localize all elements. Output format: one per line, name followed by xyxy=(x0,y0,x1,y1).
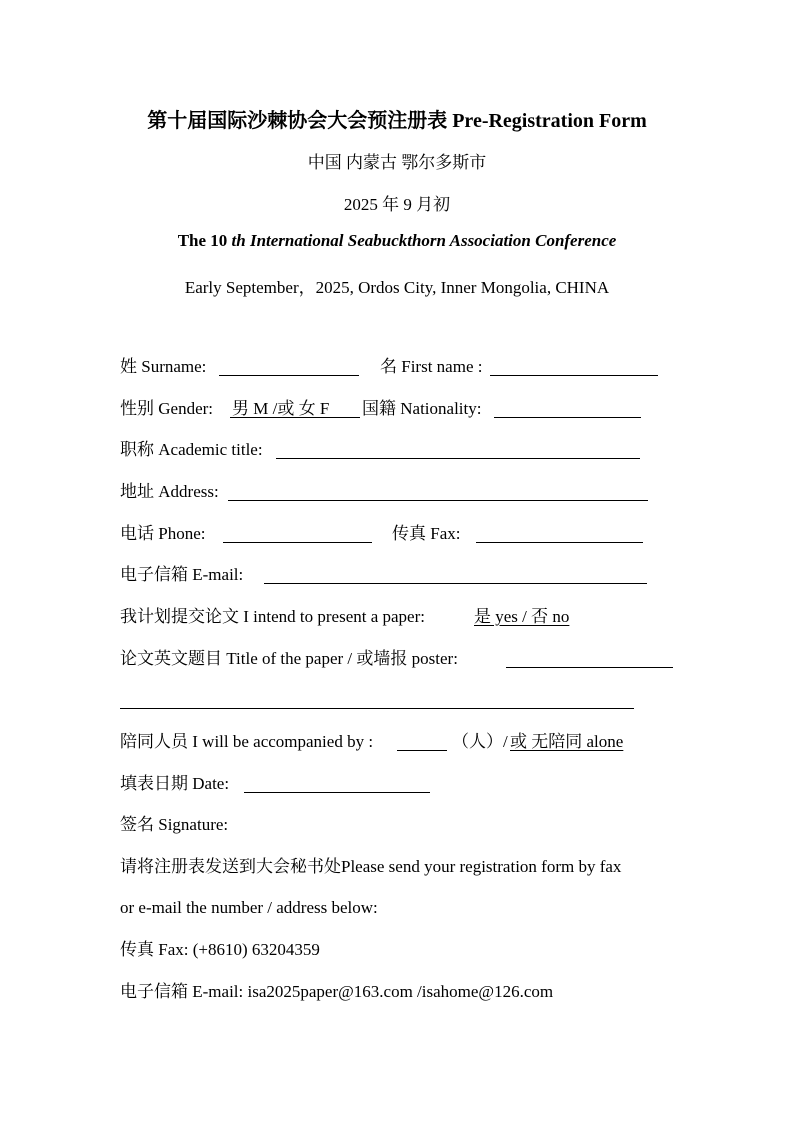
paper-title-field[interactable] xyxy=(506,667,673,668)
surname-field[interactable] xyxy=(219,375,359,376)
paper-label: 我计划提交论文 I intend to present a paper: xyxy=(120,607,425,626)
address-field[interactable] xyxy=(228,500,648,501)
accompanied-unit: （人）/ xyxy=(452,732,508,751)
email-field[interactable] xyxy=(264,583,647,584)
accompanied-alone-option[interactable]: 或 无陪同 alone xyxy=(510,732,624,751)
academic-title-field[interactable] xyxy=(276,458,640,459)
instructions-line-1: 请将注册表发送到大会秘书处Please send your registration form by fax xyxy=(120,857,622,876)
form-title: 第十届国际沙棘协会大会预注册表 Pre-Registration Form xyxy=(147,110,647,132)
firstname-label: 名 First name : xyxy=(380,357,483,376)
instructions-line-2: or e-mail the number / address below: xyxy=(120,898,378,917)
phone-label: 电话 Phone: xyxy=(120,524,206,543)
conference-name xyxy=(0,231,794,251)
phone-field[interactable] xyxy=(223,542,372,543)
paper-options[interactable]: 是 yes / 否 no xyxy=(474,607,570,626)
fax-field[interactable] xyxy=(476,542,643,543)
conference-details: Early September，2025, Ordos City, Inner Mongolia, CHINA xyxy=(184,278,610,297)
accompanied-count-field[interactable] xyxy=(397,750,447,751)
fax-label: 传真 Fax: xyxy=(392,524,461,543)
conference-prefix: The 10 xyxy=(177,231,228,250)
accompanied-label: 陪同人员 I will be accompanied by : xyxy=(120,732,374,751)
contact-email: 电子信箱 E-mail: isa2025paper@163.com /isahome@126.com xyxy=(120,982,554,1001)
gender-options[interactable]: 男 M /或 女 F xyxy=(232,399,330,418)
conference-rest: th International Seabuckthorn Association Conference xyxy=(227,231,617,250)
signature-label: 签名 Signature: xyxy=(120,815,229,834)
nationality-label: 国籍 Nationality: xyxy=(362,399,482,418)
paper-title-label: 论文英文题目 Title of the paper / 或墙报 poster: xyxy=(120,649,458,668)
email-label: 电子信箱 E-mail: xyxy=(120,565,244,584)
academic-title-label: 职称 Academic title: xyxy=(120,440,263,459)
surname-label: 姓 Surname: xyxy=(120,357,207,376)
contact-fax: 传真 Fax: (+8610) 63204359 xyxy=(120,940,320,959)
location-cn: 中国 内蒙古 鄂尔多斯市 xyxy=(307,153,487,172)
gender-underline xyxy=(230,417,360,418)
address-label: 地址 Address: xyxy=(120,482,219,501)
gender-label: 性别 Gender: xyxy=(120,399,214,418)
nationality-field[interactable] xyxy=(494,417,641,418)
paper-title-field-continued[interactable] xyxy=(120,708,634,709)
date-field[interactable] xyxy=(244,792,430,793)
date-label: 填表日期 Date: xyxy=(120,774,230,793)
date-cn: 2025 年 9 月初 xyxy=(343,195,451,214)
firstname-field[interactable] xyxy=(490,375,658,376)
